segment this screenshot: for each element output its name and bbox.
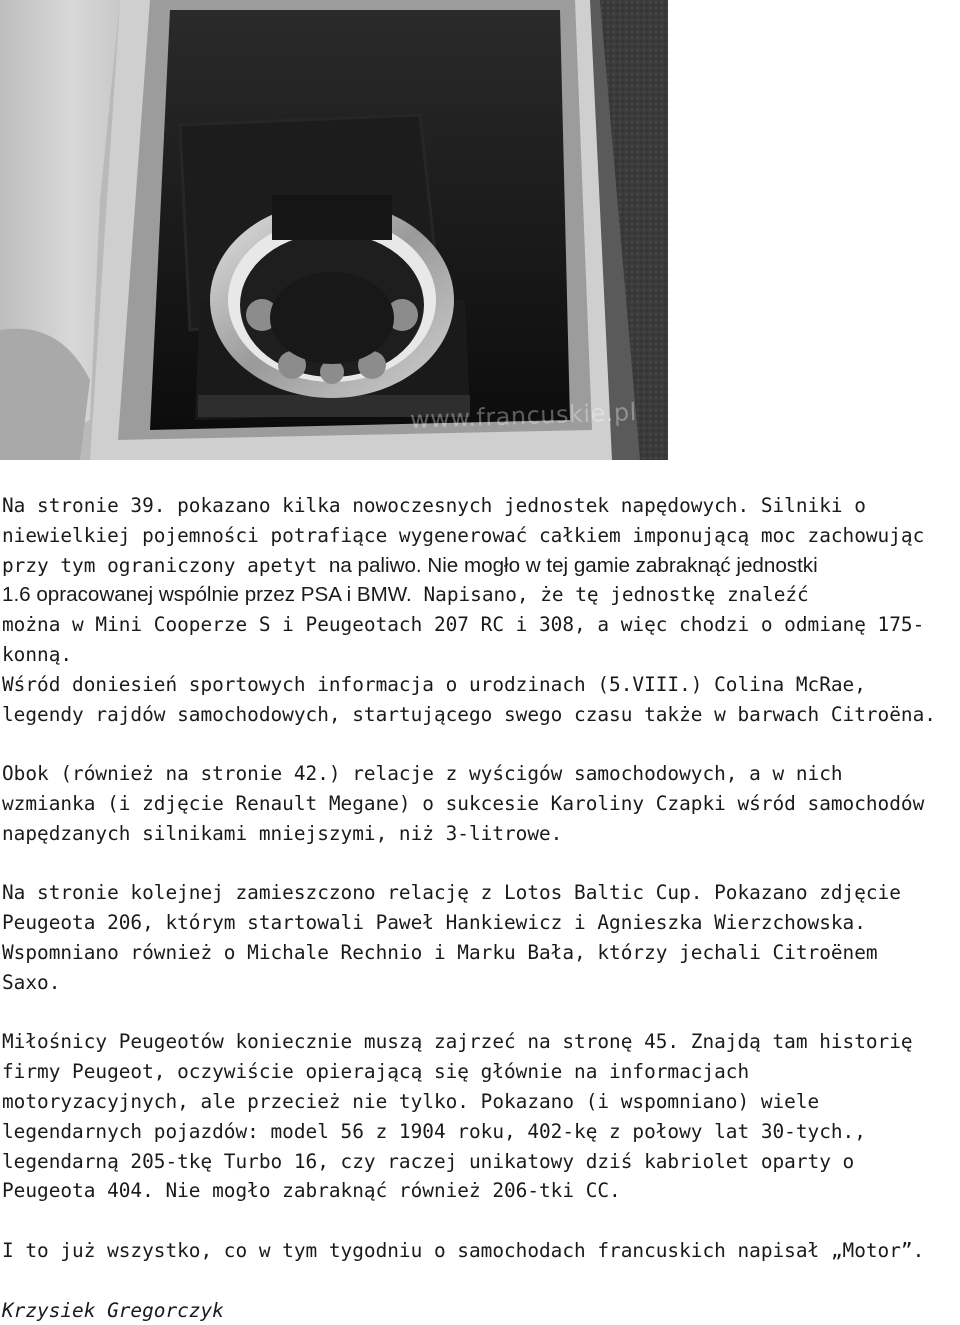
text-line: napędzanych silnikami mniejszymi, niż 3-litrowe. bbox=[2, 821, 563, 845]
text-line: konną. bbox=[2, 642, 73, 666]
text-run: przy tym ograniczony apetyt bbox=[2, 553, 329, 577]
text-run: Napisano, że tę jednostkę znaleźć bbox=[411, 583, 809, 607]
text-line: Saxo. bbox=[2, 970, 61, 994]
text-line: Wspomniano również o Michale Rechnio i Marku Bała, którzy jechali Citroënem bbox=[2, 940, 878, 964]
paragraph-gap bbox=[2, 998, 958, 1028]
paragraph-lotos bbox=[2, 878, 958, 997]
text-run: na paliwo. Nie mogło w tej gamie zabraknąć jednostki bbox=[328, 553, 818, 577]
photo-watermark: www.francuskie.pl bbox=[409, 398, 638, 434]
paragraph-gap bbox=[2, 729, 958, 759]
text-line bbox=[2, 580, 958, 610]
article-body bbox=[2, 491, 958, 1325]
paragraph-gap bbox=[2, 1266, 958, 1296]
text-line: legendarnych pojazdów: model 56 z 1904 roku, 402-kę z połowy lat 30-tych., bbox=[2, 1119, 866, 1143]
paragraph-mcrae bbox=[2, 670, 958, 730]
text-line: Obok (również na stronie 42.) relacje z wyścigów samochodowych, a w nich bbox=[2, 762, 843, 786]
text-line: Na stronie kolejnej zamieszczono relację z Lotos Baltic Cup. Pokazano zdjęcie bbox=[2, 881, 901, 905]
text-line: I to już wszystko, co w tym tygodniu o samochodach francuskich napisał „Motor”. bbox=[2, 1238, 925, 1262]
paragraph-engines bbox=[2, 491, 958, 670]
text-line: firmy Peugeot, oczywiście opierającą się głównie na informacjach bbox=[2, 1060, 750, 1084]
cup-holder-photo bbox=[0, 0, 668, 460]
paragraph-gap bbox=[2, 1206, 958, 1236]
text-line: legendarną 205-tkę Turbo 16, czy raczej unikatowy dziś kabriolet oparty o bbox=[2, 1149, 855, 1173]
text-line: Wśród doniesień sportowych informacja o urodzinach (5.VIII.) Colina McRae, bbox=[2, 672, 866, 696]
paragraph-gap bbox=[2, 849, 958, 879]
article-photo bbox=[0, 0, 668, 460]
text-line: można w Mini Cooperze S i Peugeotach 207 RC i 308, a więc chodzi o odmianę 175- bbox=[2, 613, 925, 637]
text-line: motoryzacyjnych, ale przecież nie tylko. Pokazano (i wspomniano) wiele bbox=[2, 1089, 820, 1113]
text-line: wzmianka (i zdjęcie Renault Megane) o sukcesie Karoliny Czapki wśród samochodów bbox=[2, 791, 925, 815]
text-line: Peugeota 206, którym startowali Paweł Hankiewicz i Agnieszka Wierzchowska. bbox=[2, 911, 866, 935]
text-run: 1.6 opracowanej wspólnie przez PSA i BMW. bbox=[2, 583, 412, 607]
text-line: Miłośnicy Peugeotów koniecznie muszą zajrzeć na stronę 45. Znajdą tam historię bbox=[2, 1030, 913, 1054]
paragraph-closing bbox=[2, 1236, 958, 1266]
text-line bbox=[2, 551, 958, 581]
text-line: niewielkiej pojemności potrafiące wygenerować całkiem imponującą moc zachowując bbox=[2, 523, 925, 547]
text-line: legendy rajdów samochodowych, startującego swego czasu także w barwach Citroëna. bbox=[2, 702, 936, 726]
author-signature: Krzysiek Gregorczyk bbox=[2, 1298, 224, 1322]
text-line: Peugeota 404. Nie mogło zabraknąć również 206-tki CC. bbox=[2, 1179, 621, 1203]
text-line: Na stronie 39. pokazano kilka nowoczesnych jednostek napędowych. Silniki o bbox=[2, 494, 866, 517]
paragraph-racing bbox=[2, 759, 958, 848]
paragraph-peugeot-history bbox=[2, 1027, 958, 1206]
